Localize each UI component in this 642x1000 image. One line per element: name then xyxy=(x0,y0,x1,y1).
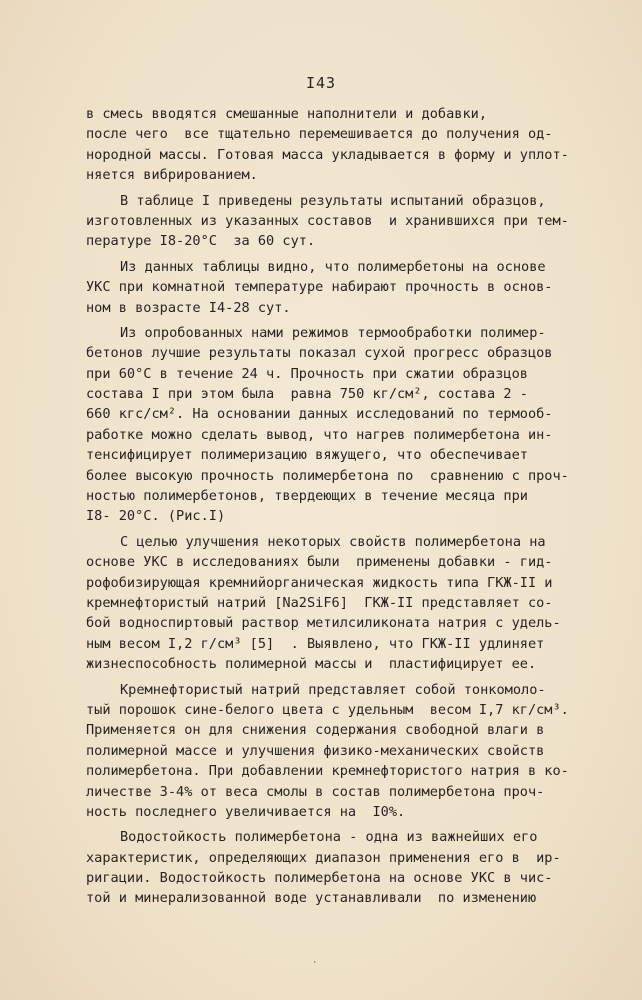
text-line: рофобизирующая кремнийорганическая жидкость типа ГКЖ-II и xyxy=(86,574,553,591)
text-line: ностью полимербетонов, твердеющих в течение месяца при xyxy=(86,488,528,505)
text-line: Применяется он для снижения содержания свободной влаги в xyxy=(86,722,545,739)
text-line: В таблице I приведены результаты испытаний образцов, xyxy=(120,192,546,209)
text-line: няется вибрированием. xyxy=(86,167,258,184)
text-line: в смесь вводятся смешанные наполнители и добавки, xyxy=(86,106,488,122)
text-line: полимербетона. При добавлении кремнефтористого натрия в ко- xyxy=(86,763,569,780)
text-line: кремнефтористый натрий [Na2SiF6] ГКЖ-II представляет со- xyxy=(86,594,553,611)
text-line: состава I при этом была равна 750 кг/см², состава 2 - xyxy=(86,386,528,403)
text-line: изготовленных из указанных составов и хранившихся при тем- xyxy=(86,212,569,229)
text-line: УКС при комнатной температуре набирают прочность в основ- xyxy=(86,279,553,296)
text-line: после чего все тщательно перемешивается до получения од- xyxy=(86,126,553,143)
text-line: личестве 3-4% от веса смолы в состав полимербетона проч- xyxy=(86,783,545,800)
text-line: ном в возрасте I4-28 сут. xyxy=(86,299,291,316)
text-line: ригации. Водостойкость полимербетона на основе УКС в чис- xyxy=(86,870,553,887)
text-line: той и минерализованной воде устанавливали по изменению xyxy=(86,890,537,907)
text-line: бой водноспиртовый раствор метилсиликоната натрия с удель- xyxy=(86,615,561,632)
text-line: нородной массы. Готовая масса укладывается в форму и уплот- xyxy=(86,146,569,163)
text-line: полимерной массе и улучшения физико-механических свойств xyxy=(86,742,545,759)
page-mark: · xyxy=(312,958,318,968)
text-line: Из данных таблицы видно, что полимербетоны на основе xyxy=(120,258,546,275)
text-line: Из опробованных нами режимов термообработки полимер- xyxy=(120,324,546,341)
text-line: основе УКС в исследованиях были применены добавки - гид- xyxy=(86,554,553,571)
text-line: 660 кгс/см². На основании данных исследований по термооб- xyxy=(86,406,553,423)
text-line: пературе I8-20°C за 60 сут. xyxy=(86,233,316,250)
text-line: более высокую прочность полимербетона по сравнению с проч- xyxy=(86,467,569,484)
text-line: характеристик, определяющих диапазон применения его в ир- xyxy=(86,849,561,866)
text-line: бетонов лучшие результаты показал сухой прогресс образцов xyxy=(86,345,553,362)
text-line: ным весом I,2 г/см³ [5] . Выявлено, что ГКЖ-II удлиняет xyxy=(86,635,545,652)
text-line: С целью улучшения некоторых свойств полимербетона на xyxy=(120,533,546,550)
text-line: жизнеспособность полимерной массы и пластифицирует ее. xyxy=(86,656,537,673)
text-line: работке можно сделать вывод, что нагрев полимербетона ин- xyxy=(86,426,553,443)
text-line: ность последнего увеличивается на I0%. xyxy=(86,803,406,820)
text-line: Кремнефтористый натрий представляет собой тонкомоло- xyxy=(120,681,546,698)
body-text xyxy=(86,104,569,909)
text-line: тый порошок сине-белого цвета с удельным весом I,7 кг/см³. xyxy=(86,701,569,718)
text-line: при 60°C в течение 24 ч. Прочность при сжатии образцов xyxy=(86,365,528,382)
text-line: тенсифицирует полимеризацию вяжущего, что обеспечивает xyxy=(86,447,528,464)
page-number: I43 xyxy=(305,74,337,92)
text-line: I8- 20°C. (Рис.I) xyxy=(86,508,226,525)
text-line: Водостойкость полимербетона - одна из важнейших его xyxy=(120,829,538,846)
